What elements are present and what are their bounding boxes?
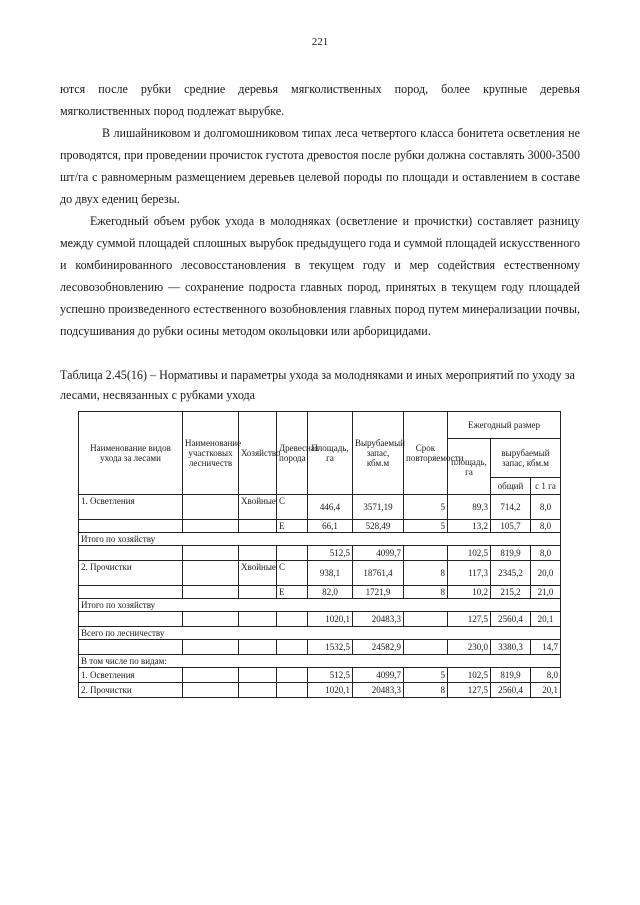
header-total: общий: [491, 478, 531, 495]
header-farm: Хозяйство: [239, 412, 277, 495]
cell-area: 1020,1: [308, 612, 353, 627]
cell-area: 1532,5: [308, 640, 353, 655]
header-period: Срок повторяемости: [404, 412, 448, 495]
cell-per-ha: 21,0: [531, 586, 561, 599]
cell-area: 512,5: [308, 546, 353, 561]
header-annual: Ежегодный размер: [448, 412, 561, 439]
cell-per-ha: 14,7: [531, 640, 561, 655]
cell-district: [183, 668, 239, 683]
header-annual-area: площадь, га: [448, 439, 491, 495]
header-name: Наименование видов ухода за лесами: [79, 412, 183, 495]
cell-annual-area: 102,5: [448, 546, 491, 561]
cell-annual-area: 230,0: [448, 640, 491, 655]
cell-district: [183, 495, 239, 520]
table-row: [79, 612, 561, 627]
cell-farm: [239, 586, 277, 599]
cell-per-ha: 8,0: [531, 520, 561, 533]
cell-name: [79, 520, 183, 533]
table-row: [79, 586, 561, 599]
cell-farm: [239, 640, 277, 655]
breakdown-label: В том числе по видам:: [79, 655, 561, 668]
subtotal-label: Итого по хозяйству: [79, 533, 561, 546]
cell-annual-area: 117,3: [448, 561, 491, 586]
body-text: [60, 78, 580, 342]
cell-species: [277, 546, 308, 561]
table-row: [79, 561, 561, 586]
table-row: [79, 640, 561, 655]
header-volume: Вырубаемый запас, кбм.м: [353, 412, 404, 495]
subtotal-label: Итого по хозяйству: [79, 599, 561, 612]
cell-total: 2345,2: [491, 561, 531, 586]
table-row: [79, 520, 561, 533]
cell-volume: 1721,9: [353, 586, 404, 599]
cell-total: 3380,3: [491, 640, 531, 655]
cell-volume: 528,49: [353, 520, 404, 533]
cell-name: [79, 612, 183, 627]
paragraph-3: Ежегодный объем рубок ухода в молодняках (осветление и прочистки) составляет разницу между суммой площадей сплошных вырубок предыдущего года и суммой площадей искусственного и комбинированного лесовосстановления в текущем году и мер содействия естественному лесовозобновлению — сохранение подроста главных пород, принятых в текущем году площадей успешно произведенного естественного возобновления главных пород путем минерализации почвы, подсушивания до рубки осины методом окольцовки или арборицидами.: [60, 214, 580, 338]
cell-period: 8: [404, 683, 448, 698]
header-species: Древесная порода: [277, 412, 308, 495]
cell-volume: 3571,19: [353, 495, 404, 520]
paragraph-2: В лишайниковом и долгомошниковом типах леса четвертого класса бонитета осветления не проводятся, при проведении прочисток густота древостоя после рубки должна составлять 3000-3500 шт/га с равномерным размещением деревьев целевой породы по площади и оставлением в составе до двух едениц березы.: [60, 126, 580, 206]
cell-area: 66,1: [308, 520, 353, 533]
cell-district: [183, 520, 239, 533]
cell-annual-area: 102,5: [448, 668, 491, 683]
header-per-ha: с 1 га: [531, 478, 561, 495]
table-row: [79, 546, 561, 561]
cell-name: 2. Прочистки: [79, 683, 183, 698]
cell-district: [183, 586, 239, 599]
cell-volume: 18761,4: [353, 561, 404, 586]
cell-total: 2560,4: [491, 612, 531, 627]
cell-period: 5: [404, 520, 448, 533]
cell-district: [183, 683, 239, 698]
cell-per-ha: 20,1: [531, 683, 561, 698]
table-row: [79, 627, 561, 640]
cell-name: [79, 546, 183, 561]
total-label: Всего по лесничеству: [79, 627, 561, 640]
cell-total: 215,2: [491, 586, 531, 599]
cell-area: 938,1: [308, 561, 353, 586]
header-area: Площадь, га: [308, 412, 353, 495]
cell-species: [277, 683, 308, 698]
cell-period: 5: [404, 668, 448, 683]
cell-annual-area: 10,2: [448, 586, 491, 599]
cell-period: 8: [404, 561, 448, 586]
cell-annual-area: 127,5: [448, 683, 491, 698]
cell-farm: [239, 683, 277, 698]
header-annual-volume: вырубаемый запас, кбм.м: [491, 439, 561, 478]
cell-annual-area: 89,3: [448, 495, 491, 520]
cell-farm: Хвойные: [239, 495, 277, 520]
cell-species: [277, 612, 308, 627]
cell-volume: 20483,3: [353, 612, 404, 627]
cell-name: 1. Осветления: [79, 495, 183, 520]
table-row: [79, 533, 561, 546]
cell-district: [183, 612, 239, 627]
cell-area: 82,0: [308, 586, 353, 599]
cell-annual-area: 13,2: [448, 520, 491, 533]
header-row: [79, 412, 561, 439]
table-row: [79, 495, 561, 520]
cell-volume: 4099,7: [353, 668, 404, 683]
cell-name: [79, 640, 183, 655]
cell-total: 105,7: [491, 520, 531, 533]
cell-species: Е: [277, 586, 308, 599]
page-number: 221: [311, 36, 329, 48]
cell-per-ha: 20,0: [531, 561, 561, 586]
cell-farm: [239, 546, 277, 561]
table-caption: Таблица 2.45(16) – Нормативы и параметры ухода за молодняками и иных мероприятий по уходу за лесами, несвязанных с рубками ухода: [60, 368, 575, 402]
cell-area: 446,4: [308, 495, 353, 520]
cell-period: 8: [404, 586, 448, 599]
cell-period: [404, 640, 448, 655]
cell-annual-area: 127,5: [448, 612, 491, 627]
cell-name: 2. Прочистки: [79, 561, 183, 586]
cell-species: [277, 640, 308, 655]
cell-species: [277, 668, 308, 683]
table-row: [79, 599, 561, 612]
cell-period: 5: [404, 495, 448, 520]
cell-total: 819,9: [491, 546, 531, 561]
cell-total: 714,2: [491, 495, 531, 520]
header-district: Наименование участковых лесничеств: [183, 412, 239, 495]
paragraph-1: ются после рубки средние деревья мягколиственных пород, более крупные деревья мягколиственных пород подлежат вырубке.: [60, 82, 580, 118]
cell-species: С: [277, 561, 308, 586]
table-row: [79, 683, 561, 698]
cell-total: 2560,4: [491, 683, 531, 698]
cell-per-ha: 20,1: [531, 612, 561, 627]
table-row: [79, 668, 561, 683]
cell-district: [183, 546, 239, 561]
cell-per-ha: 8,0: [531, 668, 561, 683]
cell-total: 819,9: [491, 668, 531, 683]
cell-farm: [239, 668, 277, 683]
cell-volume: 4099,7: [353, 546, 404, 561]
cell-volume: 20483,3: [353, 683, 404, 698]
table-row: [79, 655, 561, 668]
cell-per-ha: 8,0: [531, 495, 561, 520]
cell-area: 512,5: [308, 668, 353, 683]
cell-name: 1. Осветления: [79, 668, 183, 683]
cell-volume: 24582,9: [353, 640, 404, 655]
cell-district: [183, 561, 239, 586]
cell-species: С: [277, 495, 308, 520]
norms-table: [78, 411, 561, 698]
cell-district: [183, 640, 239, 655]
cell-period: [404, 612, 448, 627]
cell-farm: [239, 612, 277, 627]
cell-species: Е: [277, 520, 308, 533]
cell-name: [79, 586, 183, 599]
cell-farm: Хвойные: [239, 561, 277, 586]
cell-farm: [239, 520, 277, 533]
cell-per-ha: 8,0: [531, 546, 561, 561]
cell-area: 1020,1: [308, 683, 353, 698]
cell-period: [404, 546, 448, 561]
